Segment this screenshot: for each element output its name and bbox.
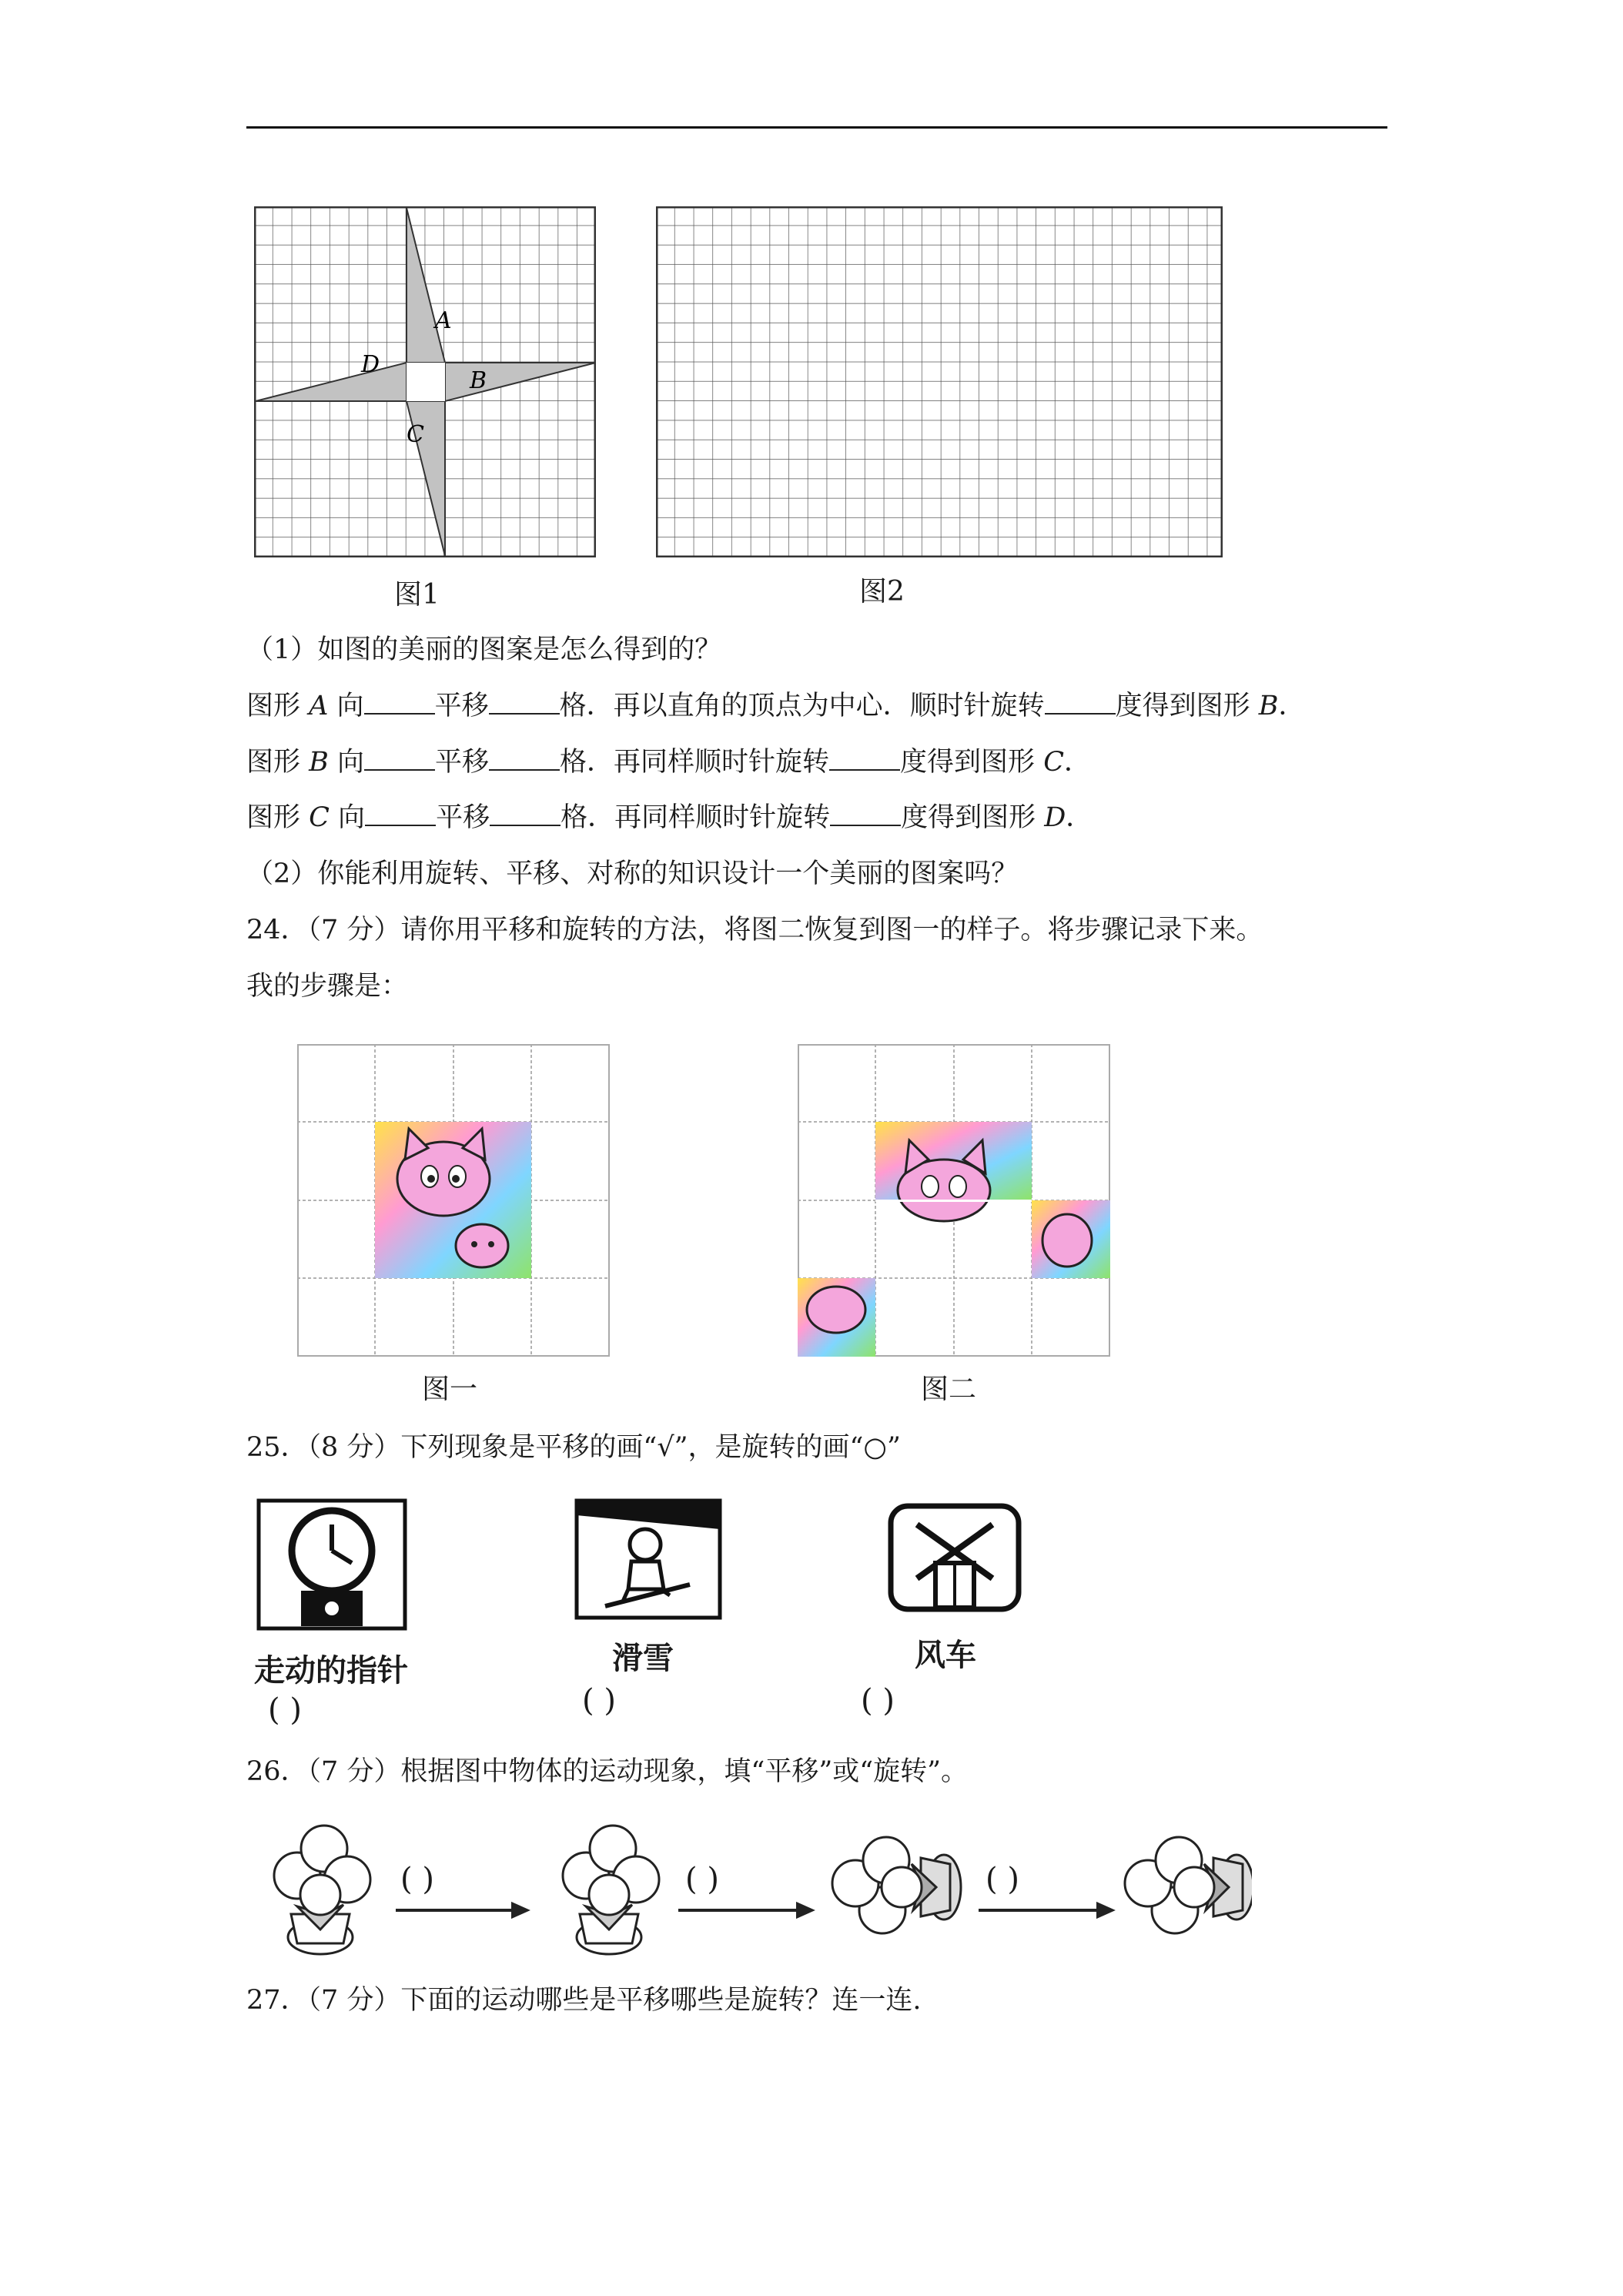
q23-line-b: 图形 B 向 平移 格．再同样顺时针旋转 度得到图形 C． [246, 747, 1091, 778]
motion-answer-3[interactable]: ( ) [986, 1862, 1019, 1897]
motion-answer-1[interactable]: ( ) [400, 1862, 434, 1897]
figure-cat-scrambled-grid [798, 1044, 1110, 1357]
q23-sub1: （1）如图的美丽的图案是怎么得到的？ [246, 634, 722, 665]
clock-icon [256, 1498, 407, 1631]
flower-pot-icon-rotated-2 [1125, 1837, 1252, 1933]
figure-2-caption: 图2 [859, 576, 905, 607]
item-clock-label: 走动的指针 [254, 1653, 408, 1689]
q24-text: 24．（7 分）请你用平移和旋转的方法，将图二恢复到图一的样子。将步骤记录下来。 [246, 915, 1263, 946]
answer-blank-c3[interactable] [830, 802, 901, 826]
answer-blank-c2[interactable] [490, 802, 561, 826]
label-c: C [407, 421, 424, 448]
flower-pot-icon [274, 1826, 370, 1954]
item-windmill-answer[interactable]: ( ) [861, 1683, 895, 1719]
windmill-icon [886, 1501, 1023, 1614]
flower-pot-icon-2 [563, 1826, 659, 1954]
q23-line-c: 图形 C 向 平移 格．再同样顺时针旋转 度得到图形 D． [246, 802, 1093, 833]
label-b: B [470, 367, 487, 394]
motion-answer-2[interactable]: ( ) [685, 1862, 719, 1897]
flower-pot-icon-rotated [832, 1837, 961, 1933]
q27-text: 27．（7 分）下面的运动哪些是平移哪些是旋转？连一连. [246, 1985, 922, 2016]
answer-blank-a2[interactable] [489, 690, 560, 715]
item-ski-label: 滑雪 [612, 1641, 674, 1676]
answer-blank-a1[interactable] [364, 690, 435, 715]
figure-2-empty-grid [656, 206, 1223, 557]
arrow-icons [396, 1904, 1112, 1916]
q25-text: 25．（8 分）下列现象是平移的画“√”，是旋转的画“○” [246, 1432, 901, 1463]
figure-one-caption: 图一 [422, 1374, 478, 1405]
item-clock-answer[interactable]: ( ) [268, 1692, 302, 1728]
q23-line-a: 图形 A 向 平移 格．再以直角的顶点为中心．顺时针旋转 度得到图形 B． [246, 691, 1306, 721]
skier-icon [574, 1498, 722, 1620]
answer-blank-c1[interactable] [365, 802, 436, 826]
item-windmill-label: 风车 [915, 1638, 976, 1673]
q26-text: 26．（7 分）根据图中物体的运动现象，填“平移”或“旋转”。 [246, 1756, 969, 1787]
answer-blank-b1[interactable] [364, 746, 435, 771]
answer-blank-b3[interactable] [829, 746, 900, 771]
item-ski-answer[interactable]: ( ) [582, 1683, 616, 1719]
label-d: D [361, 351, 380, 378]
label-a: A [435, 307, 452, 334]
figure-cat-original-grid [297, 1044, 610, 1357]
answer-blank-a3[interactable] [1045, 690, 1116, 715]
q24-steps-label: 我的步骤是： [246, 971, 409, 1002]
header-rule [246, 126, 1387, 129]
figure-1-caption: 图1 [394, 579, 440, 611]
cat-piece-icon [807, 1140, 1092, 1333]
q23-sub2: （2）你能利用旋转、平移、对称的知识设计一个美丽的图案吗？ [246, 858, 1019, 889]
figure-two-caption: 图二 [921, 1374, 977, 1405]
figure-1-pinwheel-grid [254, 206, 596, 557]
answer-blank-b2[interactable] [489, 746, 560, 771]
